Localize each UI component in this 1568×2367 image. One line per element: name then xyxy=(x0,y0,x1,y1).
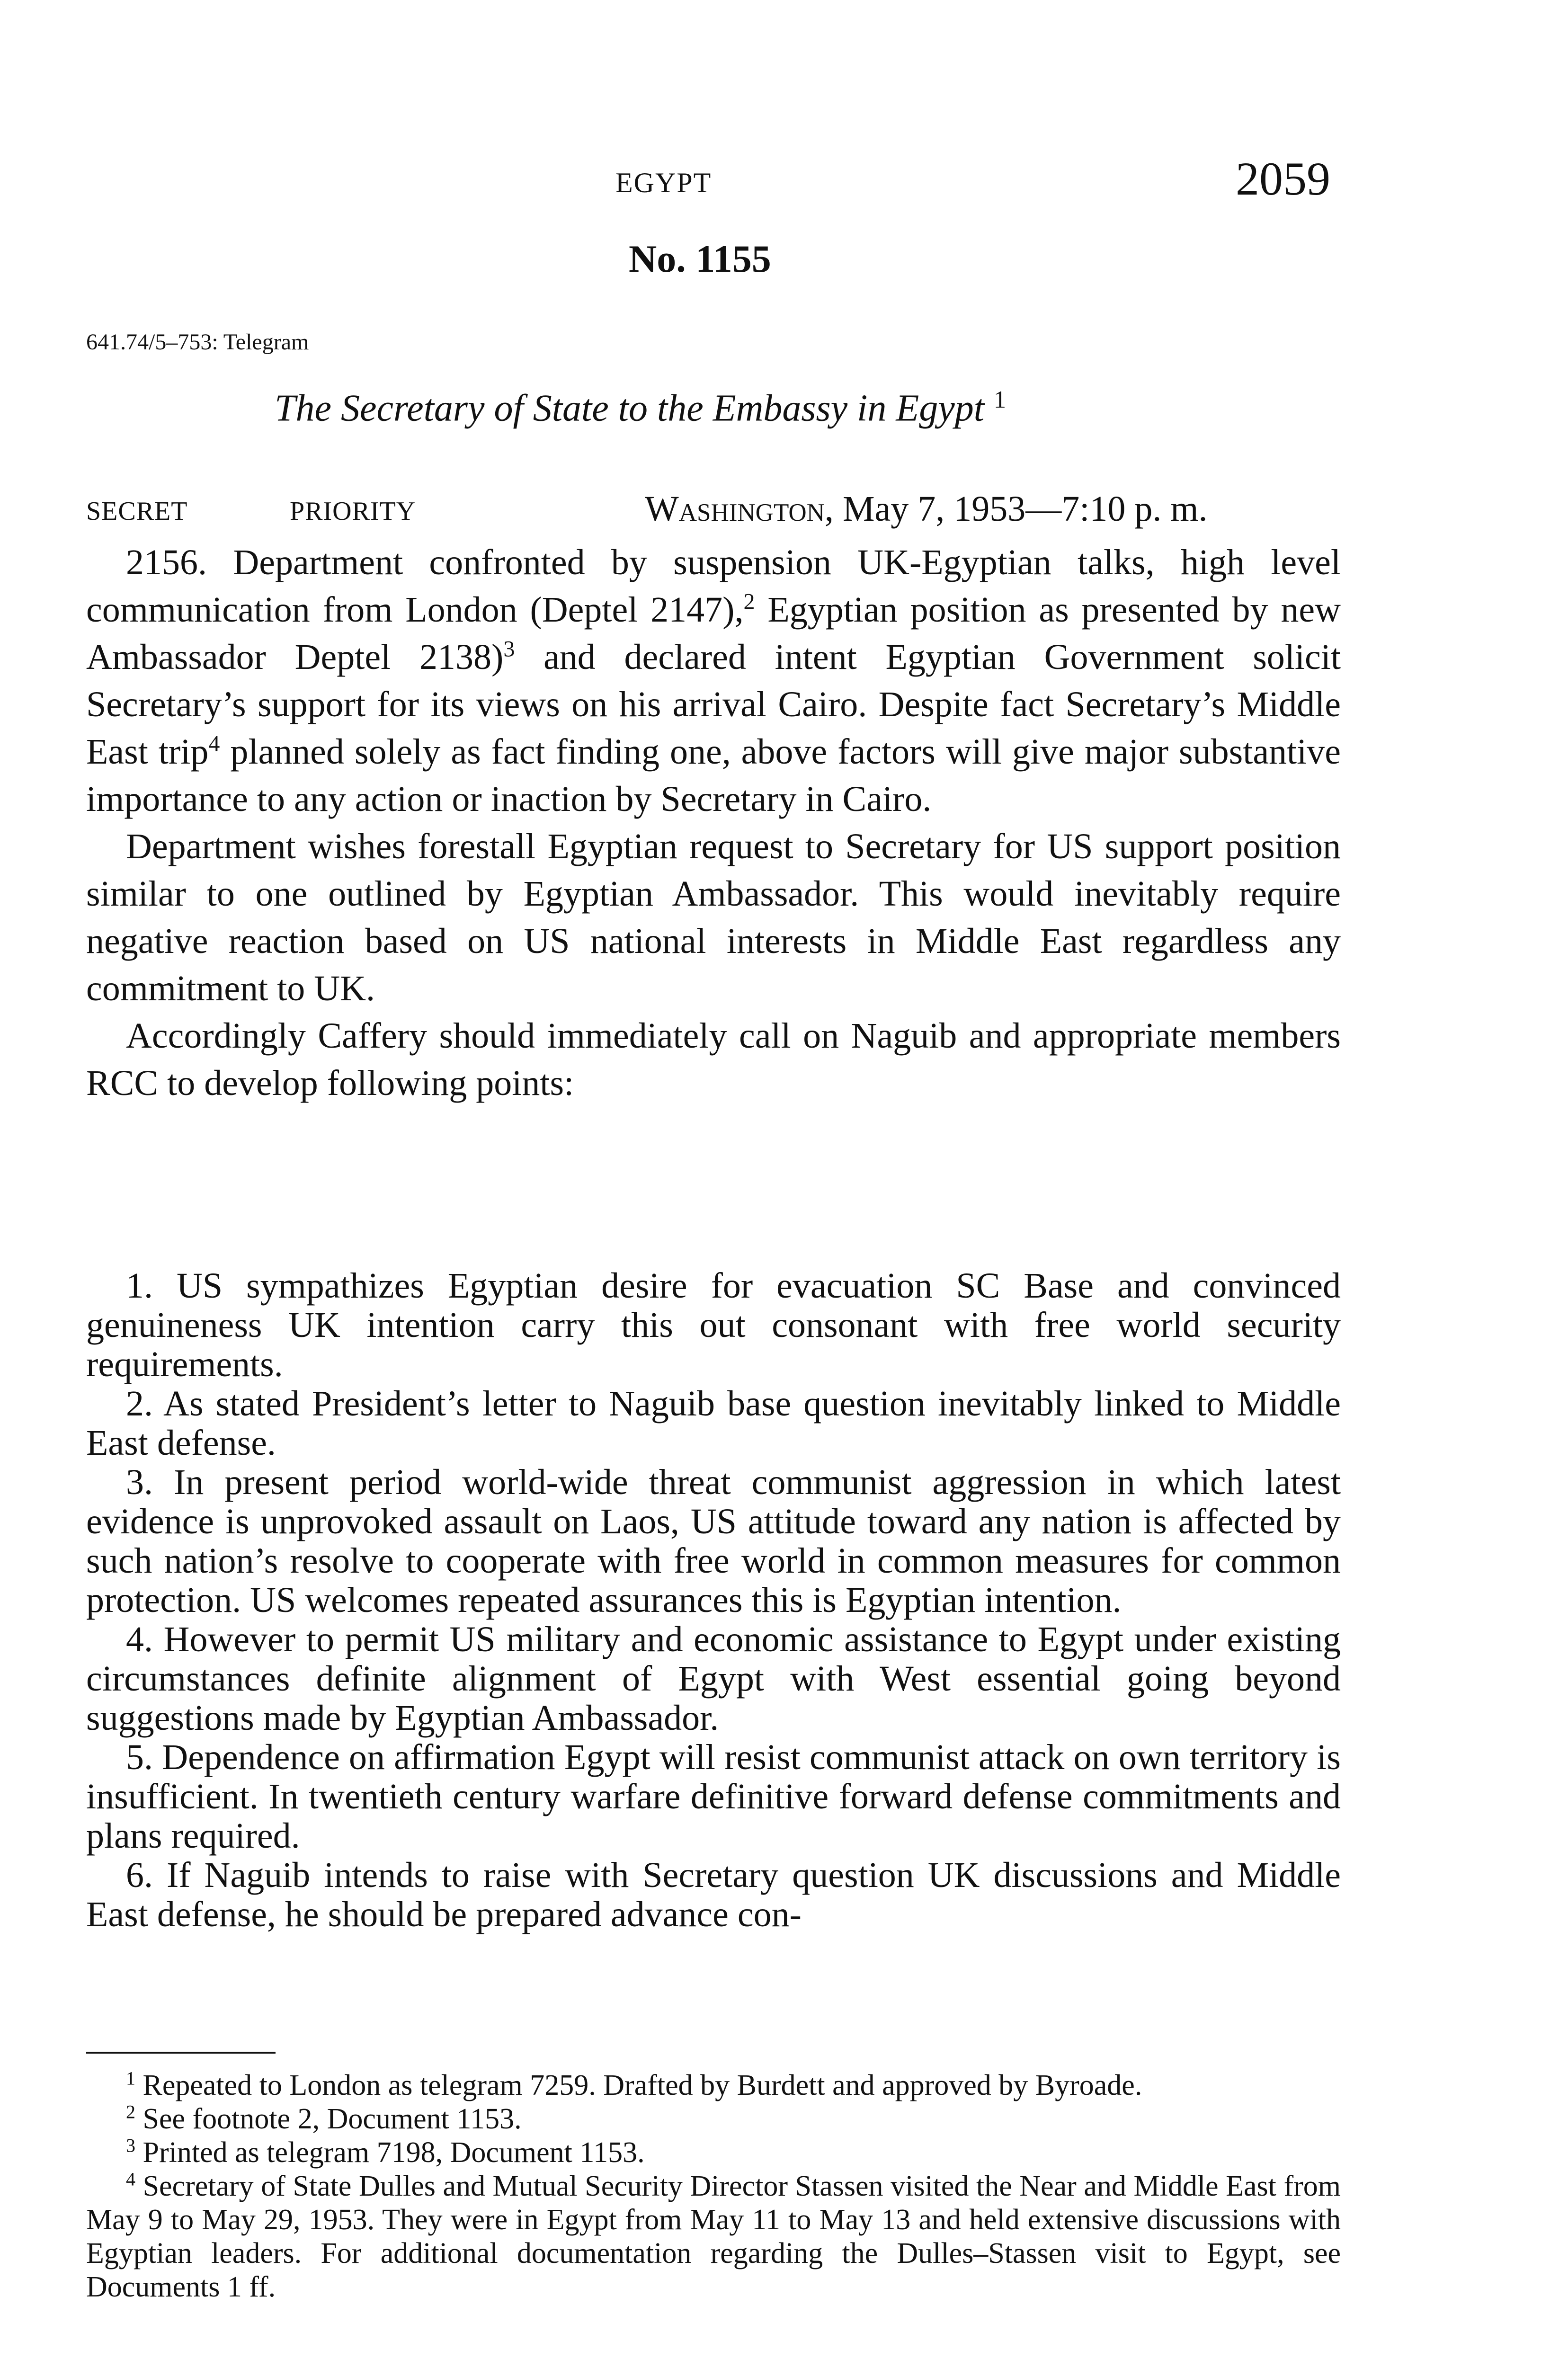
point-3: 3. In present period world-wide threat communist aggression in which latest evidence is unprovoked assault on Laos, US attitude toward any nation is affected by such nation’s resolve to cooperate with free world in common measures for common protection. US welcomes repeated assurances this is Egyptian intention. xyxy=(86,1462,1341,1620)
precedence-label: PRIORITY xyxy=(290,497,416,526)
classification-label: SECRET xyxy=(86,497,188,526)
footnotes xyxy=(86,2069,1341,2304)
footnote-ref-1: 1 xyxy=(993,386,1006,413)
footnote-3 xyxy=(86,2136,1341,2170)
document-title-text: The Secretary of State to the Embassy in Egypt xyxy=(275,387,984,429)
footnote-divider xyxy=(86,2052,276,2054)
footnote-1-mark: 1 xyxy=(126,2067,135,2089)
footnote-ref-3: 3 xyxy=(503,636,515,662)
paragraph-1-part-b: Egyptian position as presented by new Ambassador Deptel 2138) xyxy=(86,590,1341,677)
point-1: 1. US sympathizes Egyptian desire for evacuation SC Base and convinced genuineness UK intention carry this out consonant with free world security requirements. xyxy=(86,1266,1341,1384)
footnote-3-mark: 3 xyxy=(126,2135,135,2156)
file-reference: 641.74/5–753: Telegram xyxy=(86,329,309,355)
point-2: 2. As stated President’s letter to Naguib base question inevitably linked to Middle East defense. xyxy=(86,1384,1341,1463)
footnote-2-text: See footnote 2, Document 1153. xyxy=(143,2103,522,2135)
paragraph-1 xyxy=(86,539,1341,823)
footnote-4-mark: 4 xyxy=(126,2168,135,2190)
point-6: 6. If Naguib intends to raise with Secretary question UK discussions and Middle East defense, he should be prepared advance con- xyxy=(86,1855,1341,1934)
paragraph-2: Department wishes forestall Egyptian request to Secretary for US support position similar to one outlined by Egyptian Ambassador. This would inevitably require negative reaction based on US national interests in Middle East regardless any commitment to UK. xyxy=(86,827,1341,1008)
footnote-3-text: Printed as telegram 7198, Document 1153. xyxy=(143,2136,645,2169)
running-head: EGYPT xyxy=(615,167,712,198)
point-4: 4. However to permit US military and economic assistance to Egypt under existing circumstances definite alignment of Egypt with West essential going beyond suggestions made by Egyptian Ambassador. xyxy=(86,1620,1341,1738)
numbered-points xyxy=(86,1266,1341,1934)
paragraph-1-part-a: 2156. Department confronted by suspension UK-Egyptian talks, high level communication from London (Deptel 2147), xyxy=(86,543,1341,630)
footnote-4 xyxy=(86,2170,1341,2304)
footnote-ref-4: 4 xyxy=(208,731,220,756)
telegram-body xyxy=(86,539,1341,1107)
dateline xyxy=(645,489,1207,530)
footnote-ref-2: 2 xyxy=(743,589,755,614)
footnote-1 xyxy=(86,2069,1341,2102)
point-5: 5. Dependence on affirmation Egypt will resist communist attack on own territory is insufficient. In twentieth century warfare definitive forward defense commitments and plans required. xyxy=(86,1737,1341,1856)
page-number: 2059 xyxy=(1236,152,1330,205)
footnote-2 xyxy=(86,2102,1341,2136)
document-number: No. 1155 xyxy=(629,237,771,280)
document-title xyxy=(275,386,1006,430)
footnote-4-text: Secretary of State Dulles and Mutual Security Director Stassen visited the Near and Middle East from May 9 to May 29, 1953. They were in Egypt from May 11 to May 13 and held extensive discussions with Egyptian leaders. For additional documentation regarding the Dulles–Stassen visit to Egypt, see Documents 1 ff. xyxy=(86,2170,1341,2303)
paragraph-1-part-d: planned solely as fact finding one, above factors will give major substantive importance to any action or inaction by Secretary in Cairo. xyxy=(86,732,1341,819)
footnote-1-text: Repeated to London as telegram 7259. Drafted by Burdett and approved by Byroade. xyxy=(143,2069,1142,2101)
paragraph-1-part-c: and declared intent Egyptian Government solicit Secretary’s support for its views on his arrival Cairo. Despite fact Secretary’s Middle East trip xyxy=(86,637,1341,772)
dateline-date: May 7, 1953—7:10 p. m. xyxy=(842,489,1208,529)
paragraph-3: Accordingly Caffery should immediately call on Naguib and appropriate members RCC to develop following points: xyxy=(86,1016,1341,1103)
dateline-place: Washington, xyxy=(645,489,834,529)
footnote-2-mark: 2 xyxy=(126,2101,135,2123)
